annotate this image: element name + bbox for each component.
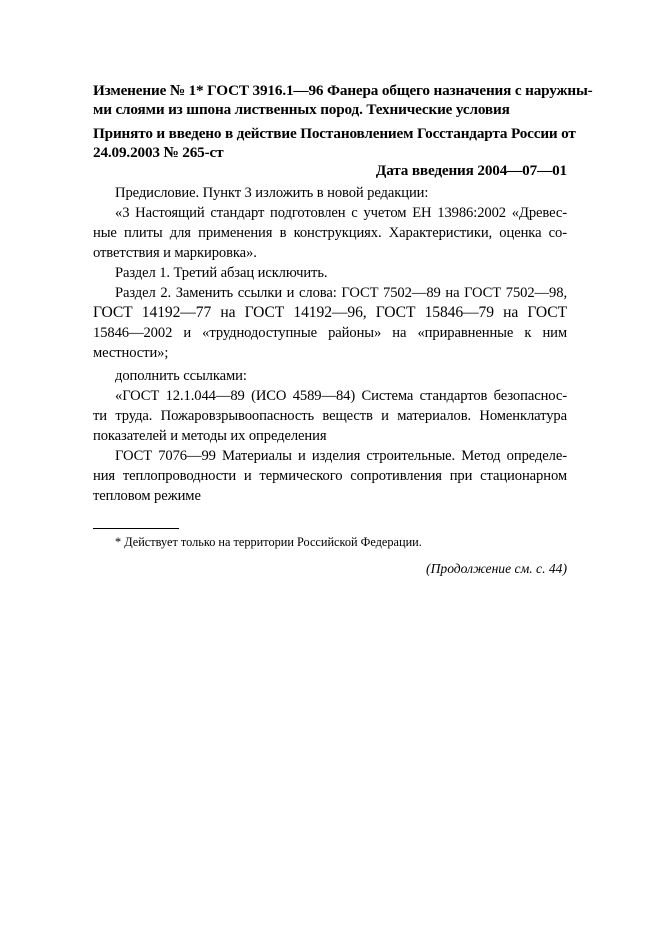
body-line: «3 Настоящий стандарт подготовлен с учетом ЕН 13986:2002 «Древес- [115,205,567,221]
body-line: ные плиты для применения в конструкциях. Характеристики, оценка со- [93,225,567,241]
body-line: Предисловие. Пункт 3 изложить в новой редакции: [115,185,429,201]
amendment-title-line-1: Изменение № 1* ГОСТ 3916.1—96 Фанера общего назначения с наружны- [93,82,593,99]
adoption-line-1: Принято и введено в действие Постановлением Госстандарта России от [93,125,576,142]
body-line: дополнить ссылками: [115,368,247,384]
body-line: ГОСТ 7076—99 Материалы и изделия строительные. Метод определе- [115,448,567,464]
body-line: показателей и методы их определения [93,428,327,444]
footnote-separator [93,528,179,529]
body-line: «ГОСТ 12.1.044—89 (ИСО 4589—84) Система стандартов безопаснос- [115,388,567,404]
body-line: ГОСТ 14192—77 на ГОСТ 14192—96, ГОСТ 15846—79 на ГОСТ [93,304,567,321]
body-line: ния теплопроводности и термического сопротивления при стационарном [93,468,567,484]
body-line: местности»; [93,345,169,361]
footnote: * Действует только на территории Российской Федерации. [115,535,422,549]
amendment-title-line-2: ми слоями из шпона лиственных пород. Технические условия [93,101,510,118]
adoption-line-2: 24.09.2003 № 265-ст [93,144,224,161]
body-line: Раздел 2. Заменить ссылки и слова: ГОСТ 7502—89 на ГОСТ 7502—98, [115,285,567,301]
body-line: ти труда. Пожаровзрывоопасность веществ и материалов. Номенклатура [93,408,567,424]
effective-date: Дата введения 2004—07—01 [375,162,567,179]
body-line: 15846—2002 и «труднодоступные районы» на «приравненные к ним [93,325,567,341]
body-line: Раздел 1. Третий абзац исключить. [115,265,328,281]
body-line: ответствия и маркировка». [93,245,257,261]
continuation-note: (Продолжение см. с. 44) [426,561,567,576]
body-line: тепловом режиме [93,488,201,504]
